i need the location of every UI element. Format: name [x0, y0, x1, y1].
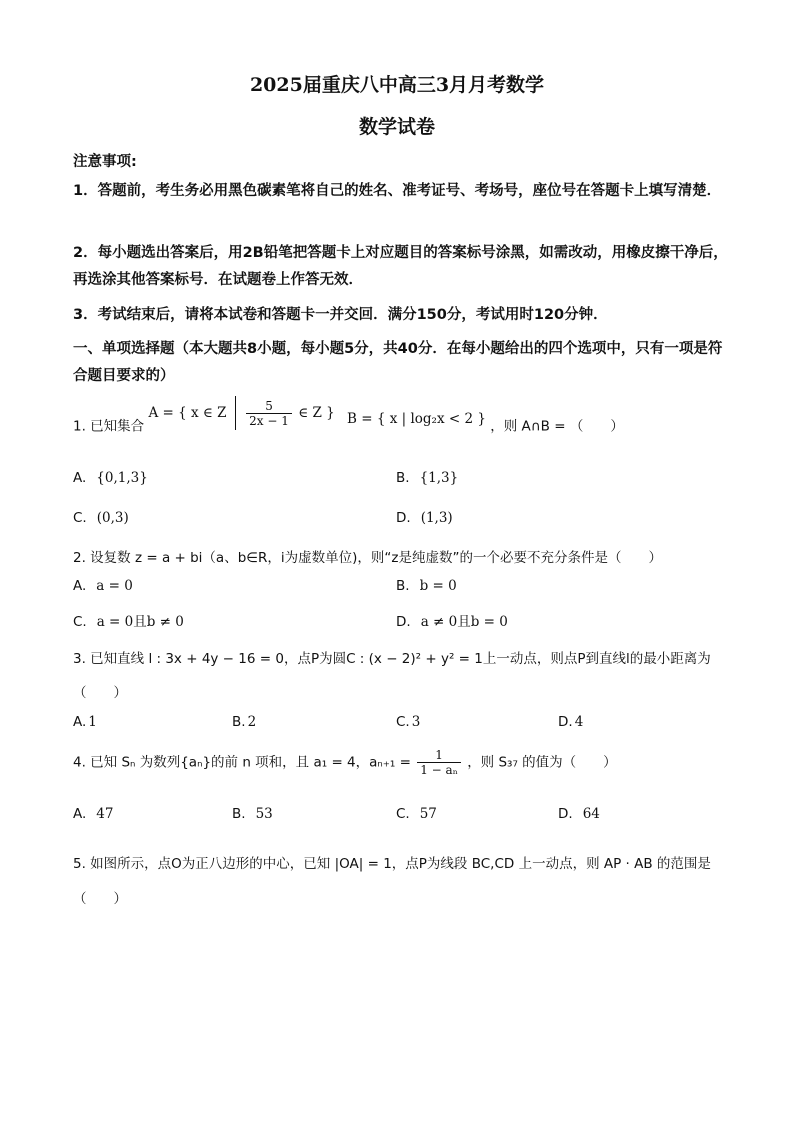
exam-subtitle: 数学试卷	[358, 116, 435, 138]
q4-option-c-value: 57	[419, 806, 437, 822]
q1-option-d-label: D.	[396, 510, 411, 526]
q1-set-a-divider	[235, 396, 236, 430]
q3-option-d-label: D.	[558, 714, 573, 730]
q1-option-a[interactable]	[73, 470, 148, 486]
q4-option-d-value: 64	[582, 806, 600, 822]
q4-option-a[interactable]	[73, 806, 113, 822]
q1-option-d-value: (1,3)	[420, 510, 453, 526]
exam-title: 2025届重庆八中高三3月月考数学	[249, 74, 545, 96]
q3-option-d[interactable]	[558, 714, 583, 730]
notice-heading: 注意事项:	[73, 154, 137, 170]
q3-option-d-value: 4	[574, 714, 584, 730]
q3-option-b-value: 2	[247, 714, 257, 730]
q1-set-a	[148, 398, 339, 428]
q4-option-a-value: 47	[96, 806, 114, 822]
q1-option-b-label: B.	[396, 470, 410, 486]
q1-option-a-label: A.	[73, 470, 87, 486]
question-1	[73, 398, 624, 444]
q2-option-c[interactable]	[73, 610, 184, 630]
q1-option-c-value: (0,3)	[96, 510, 129, 526]
q2-option-d[interactable]	[396, 610, 508, 630]
q2-option-b-label: B.	[396, 578, 410, 594]
q3-option-a[interactable]	[73, 714, 97, 730]
q4-option-b[interactable]	[232, 806, 273, 822]
q4-option-d-label: D.	[558, 806, 573, 822]
section-heading: 一、单项选择题（本大题共8小题，每小题5分，共40分．在每小题给出的四个选项中，只有一项是符合题目要求的）	[73, 341, 723, 384]
q1-prefix: 1. 已知集合	[73, 418, 145, 435]
q2-option-a-label: A.	[73, 578, 87, 594]
notice-item-1: 1．答题前，考生务必用黑色碳素笔将自己的姓名、准考证号、考场号，座位号在答题卡上填写清楚．	[73, 183, 722, 199]
q2-option-d-value: a ≠ 0且b = 0	[420, 614, 508, 630]
q1-option-b[interactable]	[396, 470, 458, 486]
q1-fraction-numerator: 5	[246, 399, 292, 414]
question-3: 3. 已知直线 l : 3x + 4y − 16 = 0，点P为圆C : (x − 2)² + y² = 1上一动点，则点P到直线l的最小距离为	[73, 651, 711, 667]
notice-item-3: 3．考试结束后，请将本试卷和答题卡一并交回．满分150分，考试用时120分钟．	[73, 307, 608, 323]
q4-prefix: 4. 已知 Sₙ 为数列{aₙ}的前 n 项和，且 a₁ = 4，aₙ₊₁ =	[73, 754, 411, 771]
q1-option-b-value: {1,3}	[419, 470, 459, 486]
q1-fraction-denominator: 2x − 1	[249, 413, 289, 428]
q4-option-c-label: C.	[396, 806, 410, 822]
question-5: 5. 如图所示，点O为正八边形的中心，已知 |OA| = 1，点P为线段 BC,CD 上一动点，则 AP · AB 的范围是	[73, 856, 711, 872]
q1-set-a-right: ∈ Z }	[298, 404, 335, 421]
q4-fraction-numerator: 1	[417, 748, 461, 763]
q4-option-d[interactable]	[558, 806, 600, 822]
q1-suffix: ，则 A∩B = （ ）	[490, 418, 624, 435]
q4-option-b-value: 53	[255, 806, 273, 822]
q1-option-a-value: {0,1,3}	[96, 470, 148, 486]
q4-option-c[interactable]	[396, 806, 437, 822]
q3-answer-paren: （ ）	[73, 685, 127, 701]
q1-set-a-fraction	[246, 399, 292, 428]
q2-option-b-value: b = 0	[419, 578, 457, 594]
q1-set-b: B = { x | log₂x < 2 }	[347, 410, 486, 427]
q1-option-c-label: C.	[73, 510, 87, 526]
question-2: 2. 设复数 z = a + bi（a、b∈R，i为虚数单位)，则“z是纯虚数”的一个必要不充分条件是（ ）	[73, 550, 663, 566]
q1-option-c[interactable]	[73, 510, 129, 526]
notice-item-2: 2．每小题选出答案后，用2B铅笔把答题卡上对应题目的答案标号涂黑，如需改动，用橡皮擦干净后，再选涂其他答案标号．在试题卷上作答无效．	[73, 245, 728, 288]
q4-fraction-denominator: 1 − aₙ	[420, 763, 458, 777]
q3-option-a-label: A.	[73, 714, 87, 730]
q1-set-a-left: A = { x ∈ Z	[148, 404, 227, 421]
q3-option-c[interactable]	[396, 714, 420, 730]
q4-option-a-label: A.	[73, 806, 87, 822]
q2-option-d-label: D.	[396, 614, 411, 630]
q4-suffix: ，则 S₃₇ 的值为（ ）	[467, 754, 617, 771]
q5-answer-paren: （ ）	[73, 891, 127, 907]
q3-option-a-value: 1	[88, 714, 97, 730]
q1-option-d[interactable]	[396, 510, 453, 526]
q2-option-c-label: C.	[73, 614, 87, 630]
q2-option-a-value: a = 0	[96, 578, 133, 594]
question-4	[73, 748, 617, 777]
q3-option-c-value: 3	[411, 714, 421, 730]
q4-fraction	[417, 748, 461, 777]
q2-option-b[interactable]	[396, 578, 457, 594]
q2-option-a[interactable]	[73, 578, 133, 594]
q3-option-c-label: C.	[396, 714, 410, 730]
q3-option-b-label: B.	[232, 714, 246, 730]
q3-option-b[interactable]	[232, 714, 256, 730]
q4-option-b-label: B.	[232, 806, 246, 822]
q2-option-c-value: a = 0且b ≠ 0	[96, 614, 184, 630]
